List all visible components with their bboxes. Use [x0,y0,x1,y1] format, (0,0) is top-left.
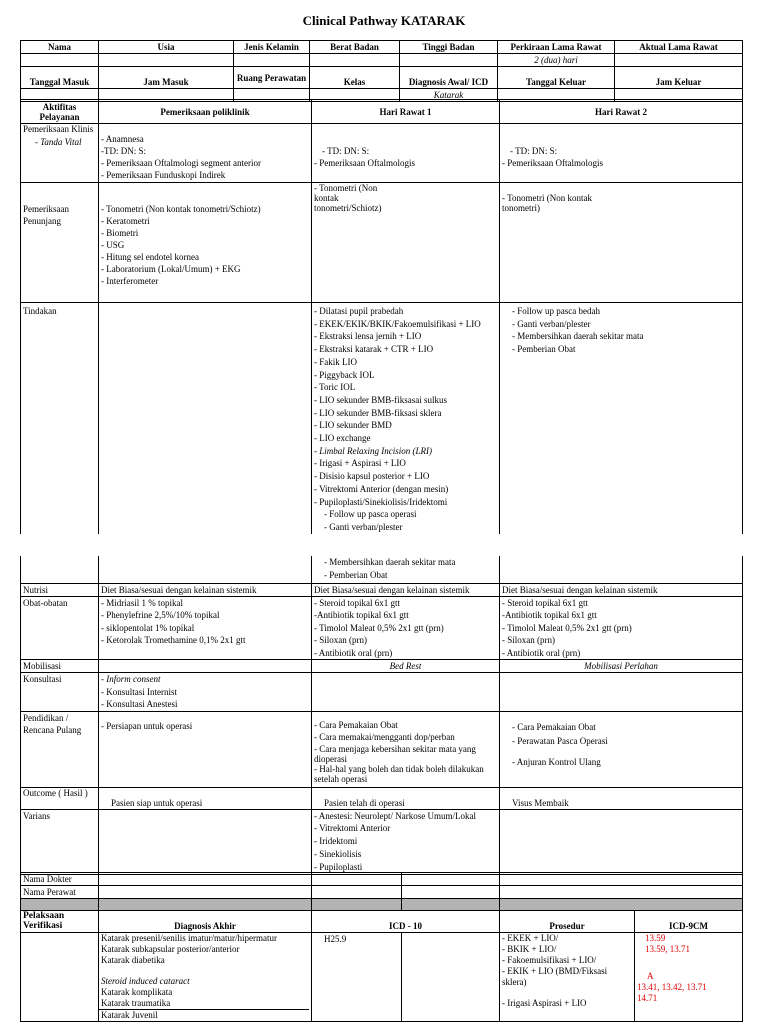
list-item: - Irigasi Aspirasi + LIO [502,998,587,1008]
list-item: - Cara Pemakaian Obat [512,721,596,732]
list-item: - Perawatan Pasca Operasi [512,735,608,746]
klinis-hari1 [312,124,500,183]
list-item: - Antibiotik oral (prn) [502,647,581,658]
nutrisi-poli: Diet Biasa/sesuai dengan kelainan sistemik [99,583,312,596]
list-item: Katarak traumatika [101,998,171,1008]
klinis-hari2 [500,124,743,183]
nama-perawat-label: Nama Perawat [21,886,99,899]
icd10-value: H25.9 [312,933,402,1022]
klinis-poli [99,124,312,183]
nama-value[interactable] [21,54,99,67]
page-title: Clinical Pathway KATARAK [302,13,466,28]
list-item: A [647,971,654,981]
row-label-pemeriksaan-penunjang: Pemeriksaan Penunjang [21,183,99,303]
list-item: - Ganti verban/plester [512,318,591,329]
tindakan-hari2 [500,303,743,535]
nama-dokter-poli[interactable] [99,873,312,886]
list-item: - Keratometri [101,216,150,226]
list-item: - Limbal Relaxing Incision (LRI) [314,445,432,456]
row-label-nutrisi: Nutrisi [21,583,99,596]
pendidikan-hari1 [312,711,500,787]
list-item: tonometri) [502,203,540,213]
header-icd9cm: ICD-9CM [635,911,743,933]
list-item: - Disisio kapsul posterior + LIO [314,471,430,482]
tindakan-poli-cont [99,556,312,583]
list-item: - EKEK/EKIK/BKIK/Fakoemulsifikasi + LIO [314,318,481,329]
list-item: - Antibiotik oral (prn) [314,647,393,658]
list-item: 13.41, 13.42, 13.71 [637,982,707,992]
list-item: - Hitung sel endotel kornea [101,252,199,262]
list-item: - Ekstraksi lensa jernih + LIO [314,331,422,342]
pemeriksaan-klinis-label: Pemeriksaan Klinis [23,124,94,134]
divider-cell [312,899,402,911]
tanda-vital-label: - Tanda Vital [35,137,82,147]
verifikasi-empty [21,933,99,1022]
varians-hari2 [500,809,743,874]
list-item: - EKIK + LIO (BMD/Fiksasi sklera) [502,966,608,987]
mobilisasi-poli [99,660,312,673]
mobilisasi-hari2: Mobilisasi Perlahan [500,660,743,673]
nama-perawat-poli[interactable] [99,886,312,899]
list-item: - Laboratorium (Lokal/Umum) + EKG [101,264,241,274]
outcome-poli: Pasien siap untuk operasi [99,787,312,809]
mobilisasi-hari1: Bed Rest [312,660,500,673]
list-item: - Anjuran Kontrol Ulang [512,756,601,767]
varians-hari1 [312,809,500,874]
header-table [20,40,743,102]
list-item: Katarak komplikata [101,987,173,997]
header-tanggal-masuk: Tanggal Masuk [21,67,99,89]
tinggi-badan-value[interactable] [400,54,498,67]
list-item: - Membersihkan daerah sekitar mata [324,557,456,567]
verification-table [20,872,743,1022]
header-usia: Usia [99,41,234,54]
list-item: - Pupiloplasti [314,861,363,872]
konsultasi-hari2 [500,673,743,712]
row-label-pemeriksaan-klinis [21,124,99,183]
row-label-konsultasi: Konsultasi [21,673,99,712]
list-item: -Antibiotik topikal 6x1 gtt [502,610,597,620]
header-tinggi-badan: Tinggi Badan [400,41,498,54]
list-item: - Konsultasi Anestesi [101,699,178,709]
list-item: - Tonometri (Non kontak tonometri/Schiotz) [101,204,261,214]
list-item: - Siloxan (prn) [502,635,555,645]
list-item: 14.71 [637,993,658,1003]
obat-poli [99,596,312,660]
header-kelas: Kelas [310,67,400,89]
header-jam-keluar: Jam Keluar [615,67,743,89]
list-item: - Piggyback IOL [314,369,375,380]
diagnosis-value: Katarak [400,89,498,102]
header-tanggal-keluar: Tanggal Keluar [498,67,615,89]
col-aktifitas: Aktifitas Pelayanan [21,100,99,124]
nama-perawat-hari1a[interactable] [312,886,402,899]
list-item: - Tonometri (Non kontak [502,193,592,203]
col-hari-rawat-2: Hari Rawat 2 [500,100,743,124]
lama-rawat-value: 2 (dua) hari [498,54,615,67]
nutrisi-hari2: Diet Biasa/sesuai dengan kelainan sistemik [500,583,743,596]
list-item: - EKEK + LIO/ [502,933,559,943]
list-item: - Inform consent [101,674,161,684]
outcome-hari1: Pasien telah di operasi [312,787,500,809]
nama-perawat-hari2[interactable] [500,886,743,899]
header-perkiraan-lama-rawat: Perkiraan Lama Rawat [498,41,615,54]
header-nama: Nama [21,41,99,54]
list-item: - Steroid topikal 6x1 gtt [314,597,400,608]
varians-poli [99,809,312,874]
penunjang-poli [99,183,312,303]
list-item: Katarak subkapsular posterior/anterior [101,944,240,954]
prosedur-list [500,933,635,1022]
list-item: -Antibiotik topikal 6x1 gtt [314,610,409,620]
list-item: - Anestesi: Neurolept/ Narkose Umum/Lokal [314,810,476,821]
list-item: - Pemberian Obat [324,569,388,580]
list-item: - Membersihkan daerah sekitar mata [512,331,644,342]
list-item: - TD: DN: S: [510,146,558,156]
list-item: - Steroid topikal 6x1 gtt [502,597,588,608]
header-aktual-lama-rawat: Aktual Lama Rawat [615,41,743,54]
tindakan-poli [99,303,312,535]
list-item: - Pemeriksaan Oftalmologi segment anterior [101,158,261,168]
list-item: - Sinekiolisis [314,848,362,859]
list-item: - Anamnesa [101,134,144,144]
list-item: - Irigasi + Aspirasi + LIO [314,458,406,469]
list-item: - Ganti verban/plester [324,521,403,532]
list-item: - Follow up pasca operasi [324,509,417,520]
berat-badan-value[interactable] [310,54,400,67]
row-label-varians: Varians [21,809,99,874]
header-prosedur: Prosedur [500,911,635,933]
list-item: - Midriasil 1 % topikal [101,597,183,608]
header-diagnosis-akhir: Diagnosis Akhir [99,911,312,933]
header-berat-badan: Berat Badan [310,41,400,54]
list-item: - Dilatasi pupil prabedah [314,306,404,316]
header-diagnosis-awal: Diagnosis Awal/ ICD [400,67,498,89]
list-item: Steroid induced cataract [101,976,190,986]
page-break [0,534,768,556]
list-item: - LIO sekunder BMD [314,420,392,431]
nama-dokter-hari1b[interactable] [402,873,500,886]
tindakan-label-cont [21,556,99,583]
list-item: - siklopentolat 1% topikal [101,622,195,633]
list-item: - TD: DN: S: [322,146,370,156]
penunjang-hari1 [312,183,500,303]
row-label-tindakan: Tindakan [21,303,99,535]
tindakan-hari2-cont [500,556,743,583]
nama-perawat-hari1b[interactable] [402,886,500,899]
list-item: - Timolol Maleat 0,5% 2x1 gtt (prn) [502,622,632,633]
row-label-obat: Obat-obatan [21,596,99,660]
list-item: - Hal-hal yang boleh dan tidak boleh dilakukan setelah operasi [314,763,484,784]
list-item: - Ketorolak Tromethamine 0,1% 2x1 gtt [101,635,246,645]
row-label-mobilisasi: Mobilisasi [21,660,99,673]
list-item: - LIO sekunder BMB-fiksasi sklera [314,407,442,418]
nama-dokter-hari2[interactable] [500,873,743,886]
konsultasi-poli [99,673,312,712]
obat-hari1 [312,596,500,660]
list-item: - Timolol Maleat 0,5% 2x1 gtt (prn) [314,622,444,633]
list-item: - Cara menjaga kebersihan sekitar mata yang dioperasi [314,743,476,764]
icd10-empty [402,933,500,1022]
list-item: tonometri/Schiotz) [314,203,382,213]
list-item: - Biometri [101,228,139,238]
list-item: - Tonometri (Non [314,183,378,193]
list-item: - BKIK + LIO/ [502,944,557,954]
header-icd10: ICD - 10 [312,911,500,933]
row-label-pendidikan: Pendidikan / Rencana Pulang [21,711,99,787]
list-item: -TD: DN: S: [101,146,146,156]
aktual-lama-rawat-value[interactable] [615,54,743,67]
list-item: - Iridektomi [314,836,358,847]
list-item: - Pemeriksaan Oftalmologis [314,158,415,168]
list-item: - Fakik LIO [314,356,357,367]
col-poliklinik: Pemeriksaan poliklinik [99,100,312,124]
pathway-table-continued [20,556,743,875]
list-item: 13.59, 13.71 [645,944,690,954]
divider-cell [500,899,743,911]
list-item: - Follow up pasca bedah [512,306,600,316]
list-item: - Interferometer [101,276,159,286]
list-item: - Fakoemulsifikasi + LIO/ [502,955,597,965]
list-item: - Pemberian Obat [512,344,576,355]
divider-cell [402,899,500,911]
konsultasi-hari1 [312,673,500,712]
list-item: - LIO sekunder BMB-fiksasai sulkus [314,394,447,405]
list-item: - Cara Pemakaian Obat [314,719,398,730]
list-item: - Konsultasi Internist [101,686,177,697]
list-item: - Vitrektomi Anterior [314,823,391,834]
list-item: - Pemeriksaan Oftalmologis [502,158,603,168]
list-item: - Pupiloplasti/Sinekiolisis/Iridektomi [314,496,448,507]
header-ruang-perawatan: Ruang Perawatan [234,67,310,89]
nama-dokter-label: Nama Dokter [21,873,99,886]
list-item: - Phenylefrine 2,5%/10% topikal [101,610,220,620]
list-item: 13.59 [645,933,666,943]
pendidikan-poli: - Persiapan untuk operasi [99,711,312,787]
divider-cell [99,899,312,911]
row-label-outcome: Outcome ( Hasil ) [21,787,99,809]
penunjang-hari2 [500,183,743,303]
list-item: kontak [314,193,339,203]
nama-dokter-hari1a[interactable] [312,873,402,886]
list-item: - Cara memakai/mengganti dop/perban [314,731,455,742]
col-hari-rawat-1: Hari Rawat 1 [312,100,500,124]
list-item: Katarak diabetika [101,955,165,965]
list-item: - Siloxan (prn) [314,635,367,645]
list-item: - LIO exchange [314,433,371,444]
pathway-table [20,99,743,535]
list-item: - USG [101,240,125,250]
verifikasi-label: Pelaksaan Verifikasi [21,911,99,933]
list-item: - Toric IOL [314,382,356,393]
tindakan-hari1-cont [312,556,500,583]
usia-value[interactable] [99,54,234,67]
list-item: Katarak presenil/senilis imatur/matur/hipermatur [101,933,277,943]
diagnosis-akhir-list [99,933,312,1022]
icd9cm-list [635,933,743,1022]
divider-cell [21,899,99,911]
pendidikan-hari2 [500,711,743,787]
outcome-hari2: Visus Membaik [500,787,743,809]
nutrisi-hari1: Diet Biasa/sesuai dengan kelainan sistemik [312,583,500,596]
jenis-kelamin-value[interactable] [234,54,310,67]
list-item: - Vitrektomi Anterior (dengan mesin) [314,483,449,494]
list-item: Katarak Juvenil [99,1009,309,1021]
list-item: - Pemeriksaan Funduskopi Indirek [101,170,226,180]
list-item: - Ekstraksi katarak + CTR + LIO [314,344,434,355]
tindakan-hari1 [312,303,500,535]
obat-hari2 [500,596,743,660]
header-jenis-kelamin: Jenis Kelamin [234,41,310,54]
header-jam-masuk: Jam Masuk [99,67,234,89]
